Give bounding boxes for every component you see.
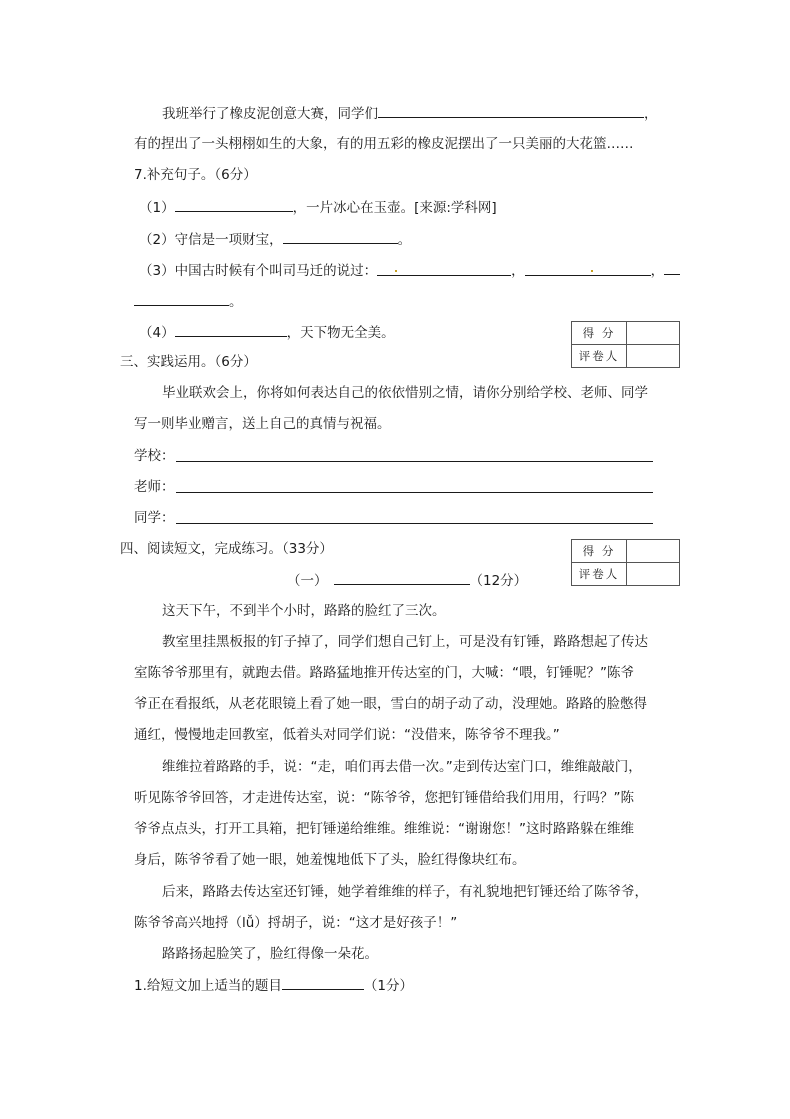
label-classmate: 同学： [134, 510, 175, 526]
story-para-3-line-2: 听见陈爷爷回答，才走进传达室，说：“陈爷爷，您把钉锤借给我们用用，行吗？”陈 [134, 790, 634, 806]
score-value-cell[interactable] [627, 540, 680, 563]
answer-blank[interactable] [175, 323, 287, 337]
label-school: 学校： [134, 448, 175, 464]
story-para-4-line-1: 后来，路路去传达室还钉锤，她学着维维的样子，有礼貌地把钉锤还给了陈爷爷， [162, 884, 648, 900]
answer-blank[interactable] [378, 104, 644, 118]
dot-mark [395, 270, 397, 272]
sentence-3: （3）中国古时候有个叫司马迁的说过： ， ， [139, 261, 680, 280]
answer-blank[interactable] [283, 230, 398, 244]
story-para-3-line-3: 爷爷点点头，打开工具箱，把钉锤递给维维。维维说：“谢谢您！”这时路路躲在维维 [134, 821, 634, 837]
section-4-heading: 四、阅读短文，完成练习。（33分） [120, 541, 333, 557]
sentence-4: （4） ，天下物无全美。 [139, 325, 395, 341]
question-1: 1.给短文加上适当的题目 （1分） [134, 978, 413, 994]
intro-line-2: 有的捏出了一头栩栩如生的大象，有的用五彩的橡皮泥摆出了一只美丽的大花篮…… [134, 136, 634, 152]
story-para-3-line-4: 身后，陈爷爷看了她一眼，她羞愧地低下了头，脸红得像块红布。 [134, 852, 526, 868]
score-box [571, 321, 680, 368]
answer-blank[interactable] [282, 976, 364, 990]
grader-value-cell[interactable] [627, 563, 680, 586]
story-para-2-line-4: 通红，慢慢地走回教室，低着头对同学们说：“没借来，陈爷爷不理我。” [134, 727, 560, 743]
grader-label: 评卷人 [572, 563, 627, 586]
section-3-heading: 三、实践运用。（6分） [120, 354, 257, 370]
grader-label: 评卷人 [572, 345, 627, 368]
answer-blank[interactable] [664, 261, 680, 275]
title-blank[interactable] [334, 571, 470, 585]
sentence-2: （2）守信是一项财宝， 。 [139, 232, 412, 248]
story-para-4-line-2: 陈爷爷高兴地捋（lǚ）捋胡子，说：“这才是好孩子！” [134, 915, 458, 931]
sentence-3-cont: 。 [134, 292, 243, 311]
part-1-title-line: （一） （12分） [287, 573, 528, 589]
grader-value-cell[interactable] [627, 345, 680, 368]
section-3-para-2: 写一则毕业赠言，送上自己的真情与祝福。 [134, 416, 391, 432]
question-7-heading: 7.补充句子。（6分） [134, 167, 257, 183]
score-value-cell[interactable] [627, 322, 680, 345]
school-answer-line[interactable] [176, 461, 653, 462]
intro-line-1: 我班举行了橡皮泥创意大赛，同学们 ， [162, 106, 658, 122]
teacher-answer-line[interactable] [176, 492, 653, 493]
label-teacher: 老师： [134, 479, 175, 495]
dot-mark [591, 270, 593, 272]
story-para-3-line-1: 维维拉着路路的手，说：“走，咱们再去借一次。”走到传达室门口，维维敲敲门， [162, 759, 642, 775]
score-label: 得 分 [572, 540, 627, 563]
score-label: 得 分 [572, 322, 627, 345]
story-para-2-line-3: 爷正在看报纸，从老花眼镜上看了她一眼，雪白的胡子动了动，没理她。路路的脸憋得 [134, 696, 647, 712]
answer-blank[interactable] [134, 292, 229, 306]
classmate-answer-line[interactable] [176, 523, 653, 524]
story-para-2-line-1: 教室里挂黑板报的钉子掉了，同学们想自己钉上，可是没有钉锤，路路想起了传达 [162, 634, 648, 650]
score-box-2 [571, 539, 680, 586]
story-para-2-line-2: 室陈爷爷那里有，就跑去借。路路猛地推开传达室的门，大喊：“喂，钉锤呢？”陈爷 [134, 665, 634, 681]
story-para-5: 路路扬起脸笑了，脸红得像一朵花。 [162, 946, 378, 962]
story-para-1: 这天下午，不到半个小时，路路的脸红了三次。 [162, 603, 446, 619]
answer-blank[interactable] [377, 262, 511, 276]
section-3-para-1: 毕业联欢会上，你将如何表达自己的依依惜别之情，请你分别给学校、老师、同学 [162, 385, 648, 401]
answer-blank[interactable] [175, 198, 293, 212]
intro-text: 我班举行了橡皮泥创意大赛，同学们 [162, 106, 378, 122]
sentence-1: （1） ，一片冰心在玉壶。[来源:学科网] [139, 200, 497, 216]
answer-blank[interactable] [525, 262, 651, 276]
